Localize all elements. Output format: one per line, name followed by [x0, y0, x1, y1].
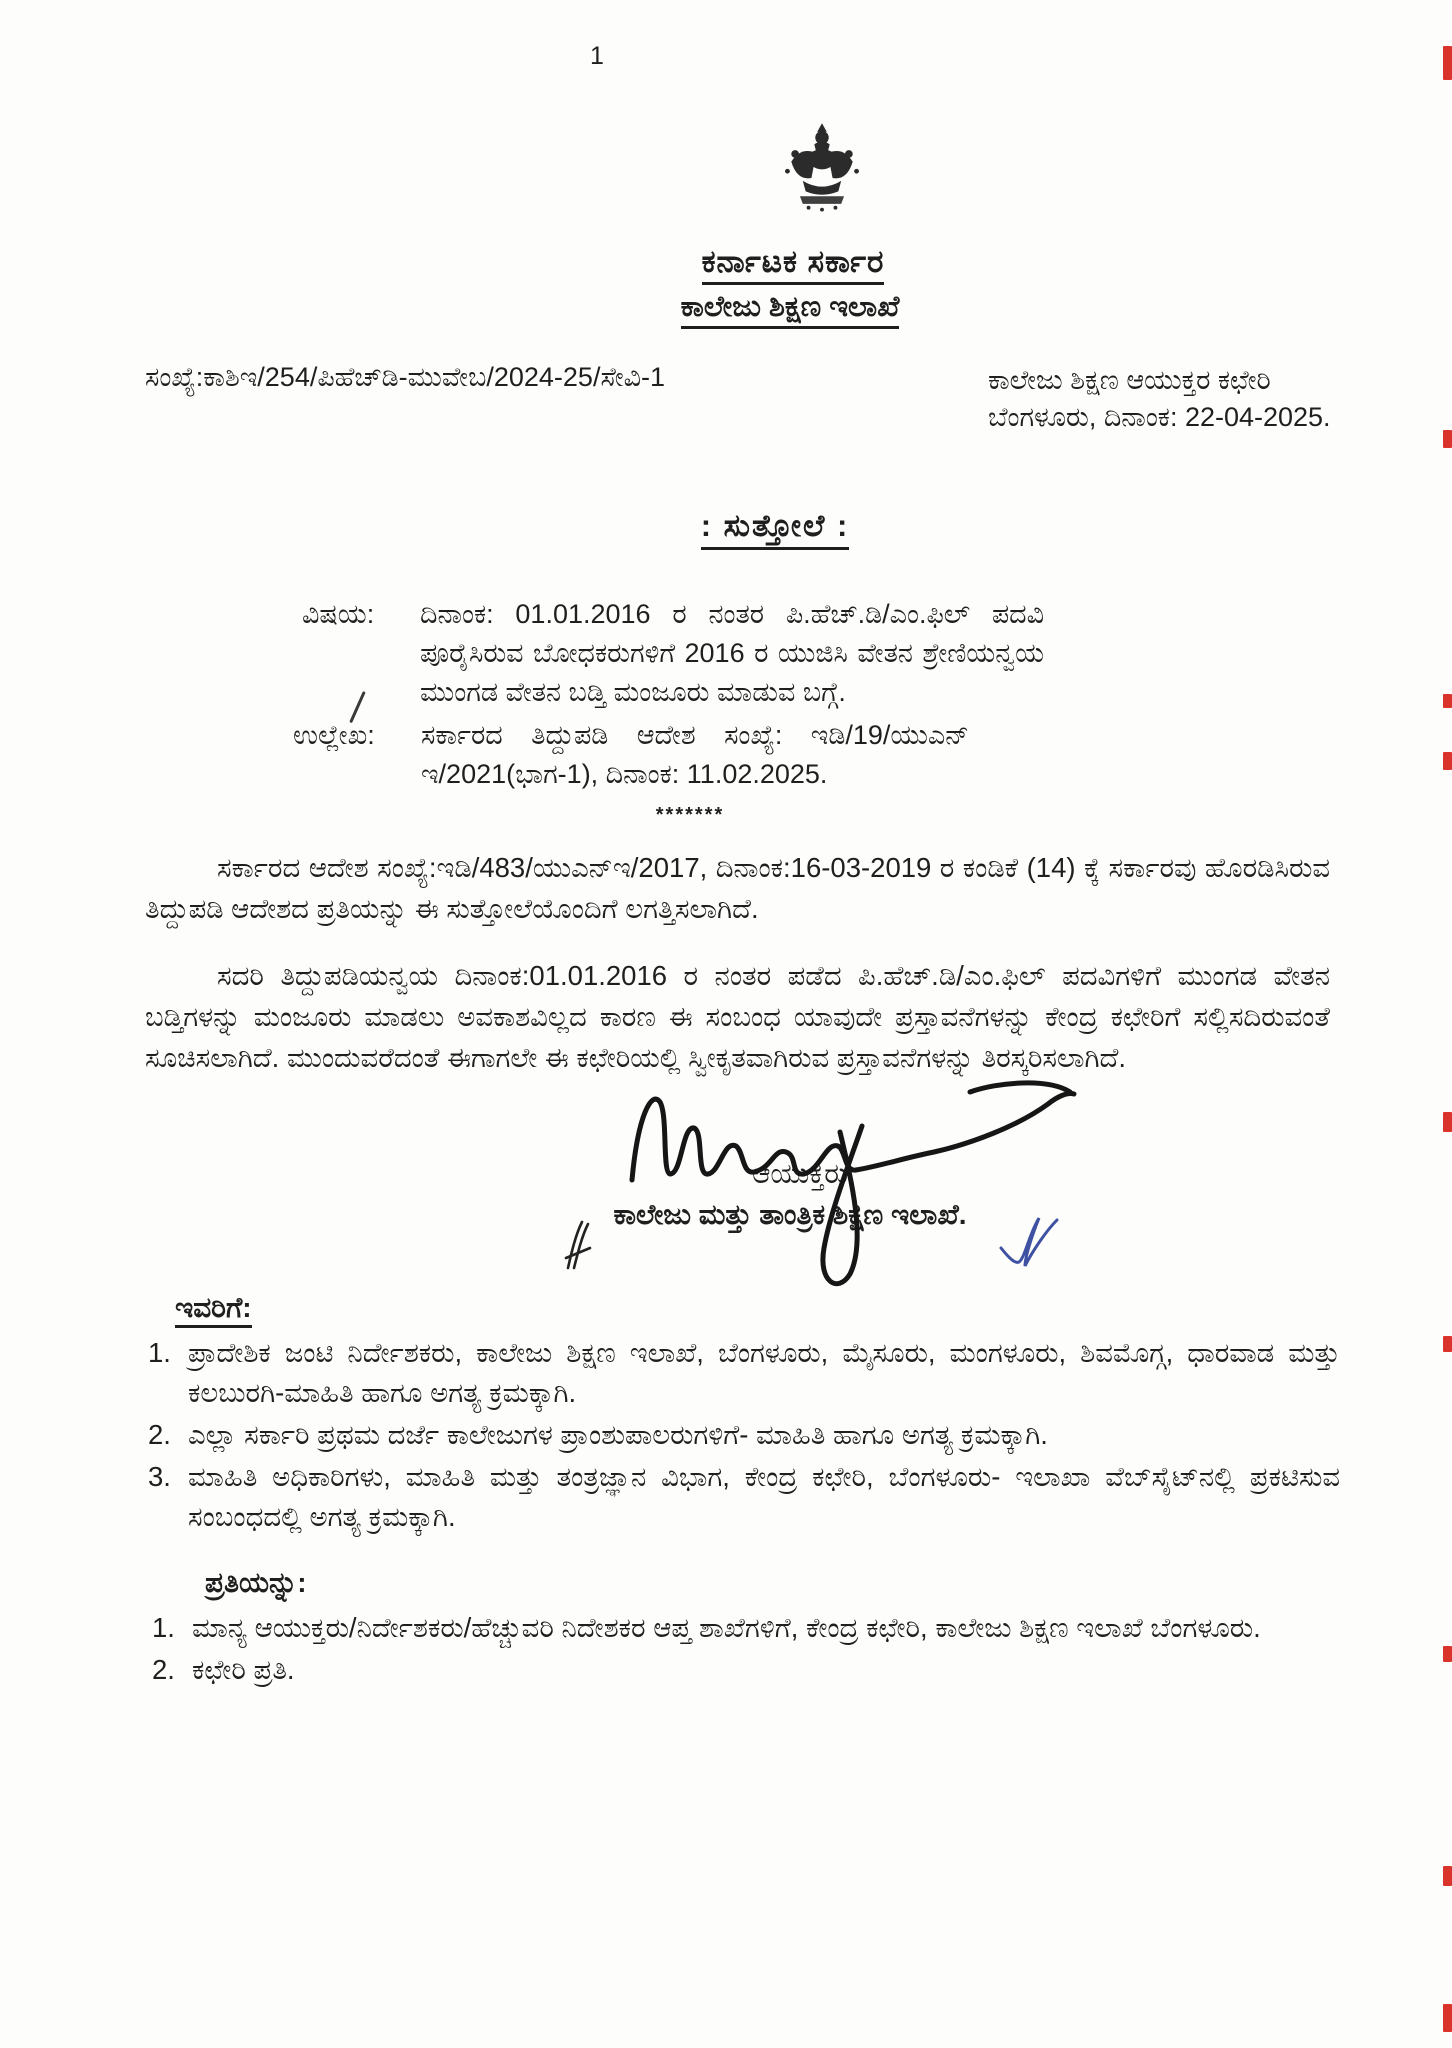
item-text: ಮಾನ್ಯ ಆಯುಕ್ತರು/ನಿರ್ದೇಶಕರು/ಹೆಚ್ಚುವರಿ ನಿದೇಶಕರ ಆಪ್ತ ಶಾಖೆಗಳಿಗೆ, ಕೇಂದ್ರ ಕಛೇರಿ, ಕಾಲೇಜು ಶಿಕ್ಷಣ ಇಲಾಖೆ ಬೆಂಗಳೂರು.	[192, 1612, 1261, 1643]
karnataka-emblem-icon	[774, 121, 870, 233]
item-number: 1.	[148, 1337, 171, 1368]
item-text: ಪ್ರಾದೇಶಿಕ ಜಂಟಿ ನಿರ್ದೇಶಕರು, ಕಾಲೇಜು ಶಿಕ್ಷಣ ಇಲಾಖೆ, ಬೆಂಗಳೂರು, ಮೈಸೂರು, ಮಂಗಳೂರು, ಶಿವಮೊಗ್ಗ, ಧಾರವಾಡ ಮತ್ತು ಕಲಬುರಗಿ-ಮಾಹಿತಿ ಹಾಗೂ ಅಗತ್ಯ ಕ್ರಮಕ್ಕಾಗಿ.	[188, 1337, 1340, 1408]
scan-edge-mark	[1443, 1866, 1452, 1886]
reference-label: ಉಲ್ಲೇಖ:	[293, 720, 375, 750]
list-item	[152, 1650, 1340, 1690]
scan-edge-mark	[1443, 46, 1452, 80]
item-text: ಕಛೇರಿ ಪ್ರತಿ.	[192, 1654, 295, 1685]
scan-edge-mark	[1443, 694, 1452, 708]
recipients-heading: ಇವರಿಗೆ:	[175, 1292, 1452, 1325]
subject-text: ದಿನಾಂಕ: 01.01.2016 ರ ನಂತರ ಪಿ.ಹೆಚ್.ಡಿ/ಎಂ.ಫಿಲ್ ಪದವಿ ಪೂರೈಸಿರುವ ಬೋಧಕರುಗಳಿಗೆ 2016 ರ ಯುಜಿಸಿ ವೇತನ ಶ್ರೇಣಿಯನ್ವಯ ಮುಂಗಡ ವೇತನ ಬಡ್ತಿ ಮಂಜೂರು ಮಾಡುವ ಬಗ್ಗೆ.	[420, 599, 1044, 707]
signature-block	[0, 1082, 1452, 1278]
body-paragraph-1: ಸರ್ಕಾರದ ಆದೇಶ ಸಂಖ್ಯೆ:ಇಡಿ/483/ಯುಎನ್‌ಇ/2017, ದಿನಾಂಕ:16-03-2019 ರ ಕಂಡಿಕೆ (14) ಕ್ಕೆ ಸರ್ಕಾರವು ಹೊರಡಿಸಿರುವ ತಿದ್ದುಪಡಿ ಆದೇಶದ ಪ್ರತಿಯನ್ನು ಈ ಸುತ್ತೋಲೆಯೊಂದಿಗೆ ಲಗತ್ತಿಸಲಾಗಿದೆ.	[145, 852, 1330, 924]
reference-row	[0, 362, 1452, 436]
list-item	[148, 1457, 1340, 1537]
separator-stars: *******	[655, 804, 725, 826]
circular-title: : ಸುತ್ತೋಲೆ :	[49, 508, 1452, 545]
scan-edge-mark	[1443, 1336, 1452, 1352]
ink-scribble-icon	[562, 1220, 596, 1272]
list-item	[148, 1415, 1340, 1455]
office-address-block	[988, 362, 1360, 436]
emblem-container	[0, 121, 1452, 238]
government-title: ಕರ್ನಾಟಕ ಸರ್ಕಾರ	[67, 244, 1452, 281]
circular-number: ಸಂಖ್ಯೆ:ಕಾಶಿಇ/254/ಪಿಹೆಚ್‌ಡಿ-ಮುವೇಬ/2024-25/ಸೇವಿ-1	[145, 362, 666, 392]
reference-block	[293, 716, 993, 794]
scan-edge-mark	[1443, 2004, 1452, 2032]
subject-label: ವಿಷಯ:	[302, 599, 375, 629]
item-number: 1.	[152, 1612, 175, 1643]
signatory-designation: ಆಯುಕ್ತರು	[751, 1158, 849, 1189]
office-name: ಕಾಲೇಜು ಶಿಕ್ಷಣ ಆಯುಕ್ತರ ಕಛೇರಿ	[988, 365, 1271, 395]
scan-edge-mark	[1443, 1112, 1452, 1132]
copies-heading: ಪ್ರತಿಯನ್ನು:	[205, 1567, 307, 1598]
item-number: 3.	[148, 1461, 171, 1492]
scan-edge-mark	[1443, 752, 1452, 770]
department-title: ಕಾಲೇಜು ಶಿಕ್ಷಣ ಇಲಾಖೆ	[64, 291, 1452, 324]
copies-list	[152, 1608, 1340, 1690]
item-number: 2.	[152, 1654, 175, 1685]
handwritten-signature-icon	[618, 1062, 1088, 1297]
item-text: ಮಾಹಿತಿ ಅಧಿಕಾರಿಗಳು, ಮಾಹಿತಿ ಮತ್ತು ತಂತ್ರಜ್ಞಾನ ವಿಭಾಗ, ಕೇಂದ್ರ ಕಛೇರಿ, ಬೆಂಗಳೂರು- ಇಲಾಖಾ ವೆಬ್‌ಸೈಟ್‌ನಲ್ಲಿ ಪ್ರಕಟಿಸುವ ಸಂಬಂಧದಲ್ಲಿ ಅಗತ್ಯ ಕ್ರಮಕ್ಕಾಗಿ.	[188, 1461, 1340, 1532]
reference-text: ಸರ್ಕಾರದ ತಿದ್ದುಪಡಿ ಆದೇಶ ಸಂಖ್ಯೆ: ಇಡಿ/19/ಯುಎನ್ ಇ/2021(ಭಾಗ-1), ದಿನಾಂಕ: 11.02.2025.	[421, 720, 969, 789]
signatory-department: ಕಾಲೇಜು ಮತ್ತು ತಾಂತ್ರಿಕ ಶಿಕ್ಷಣ ಇಲಾಖೆ.	[613, 1199, 967, 1230]
list-item	[152, 1608, 1340, 1648]
list-item	[148, 1333, 1340, 1413]
item-number: 2.	[148, 1419, 171, 1450]
page-number: 1	[590, 42, 604, 70]
scan-edge-mark	[1443, 1646, 1452, 1662]
subject-block	[302, 595, 1044, 712]
body-paragraph-2: ಸದರಿ ತಿದ್ದುಪಡಿಯನ್ವಯ ದಿನಾಂಕ:01.01.2016 ರ ನಂತರ ಪಡೆದ ಪಿ.ಹೆಚ್.ಡಿ/ಎಂ.ಫಿಲ್ ಪದವಿಗಳಿಗೆ ಮುಂಗಡ ವೇತನ ಬಡ್ತಿಗಳನ್ನು ಮಂಜೂರು ಮಾಡಲು ಅವಕಾಶವಿಲ್ಲದ ಕಾರಣ ಈ ಸಂಬಂಧ ಯಾವುದೇ ಪ್ರಸ್ತಾವನೆಗಳನ್ನು ಕೇಂದ್ರ ಕಛೇರಿಗೆ ಸಲ್ಲಿಸದಿರುವಂತೆ ಸೂಚಿಸಲಾಗಿದೆ. ಮುಂದುವರೆದಂತೆ ಈಗಾಗಲೇ ಈ ಕಛೇರಿಯಲ್ಲಿ ಸ್ವೀಕೃತವಾಗಿರುವ ಪ್ರಸ್ತಾವನೆಗಳನ್ನು ತಿರಸ್ಕರಿಸಲಾಗಿದೆ.	[145, 960, 1330, 1073]
item-text: ಎಲ್ಲಾ ಸರ್ಕಾರಿ ಪ್ರಥಮ ದರ್ಜೆ ಕಾಲೇಜುಗಳ ಪ್ರಾಂಶುಪಾಲರುಗಳಿಗೆ- ಮಾಹಿತಿ ಹಾಗೂ ಅಗತ್ಯ ಕ್ರಮಕ್ಕಾಗಿ.	[188, 1419, 1048, 1450]
recipients-list	[148, 1333, 1340, 1537]
place-and-date: ಬೆಂಗಳೂರು, ದಿನಾಂಕ: 22-04-2025.	[988, 402, 1331, 432]
scan-edge-mark	[1443, 430, 1452, 448]
